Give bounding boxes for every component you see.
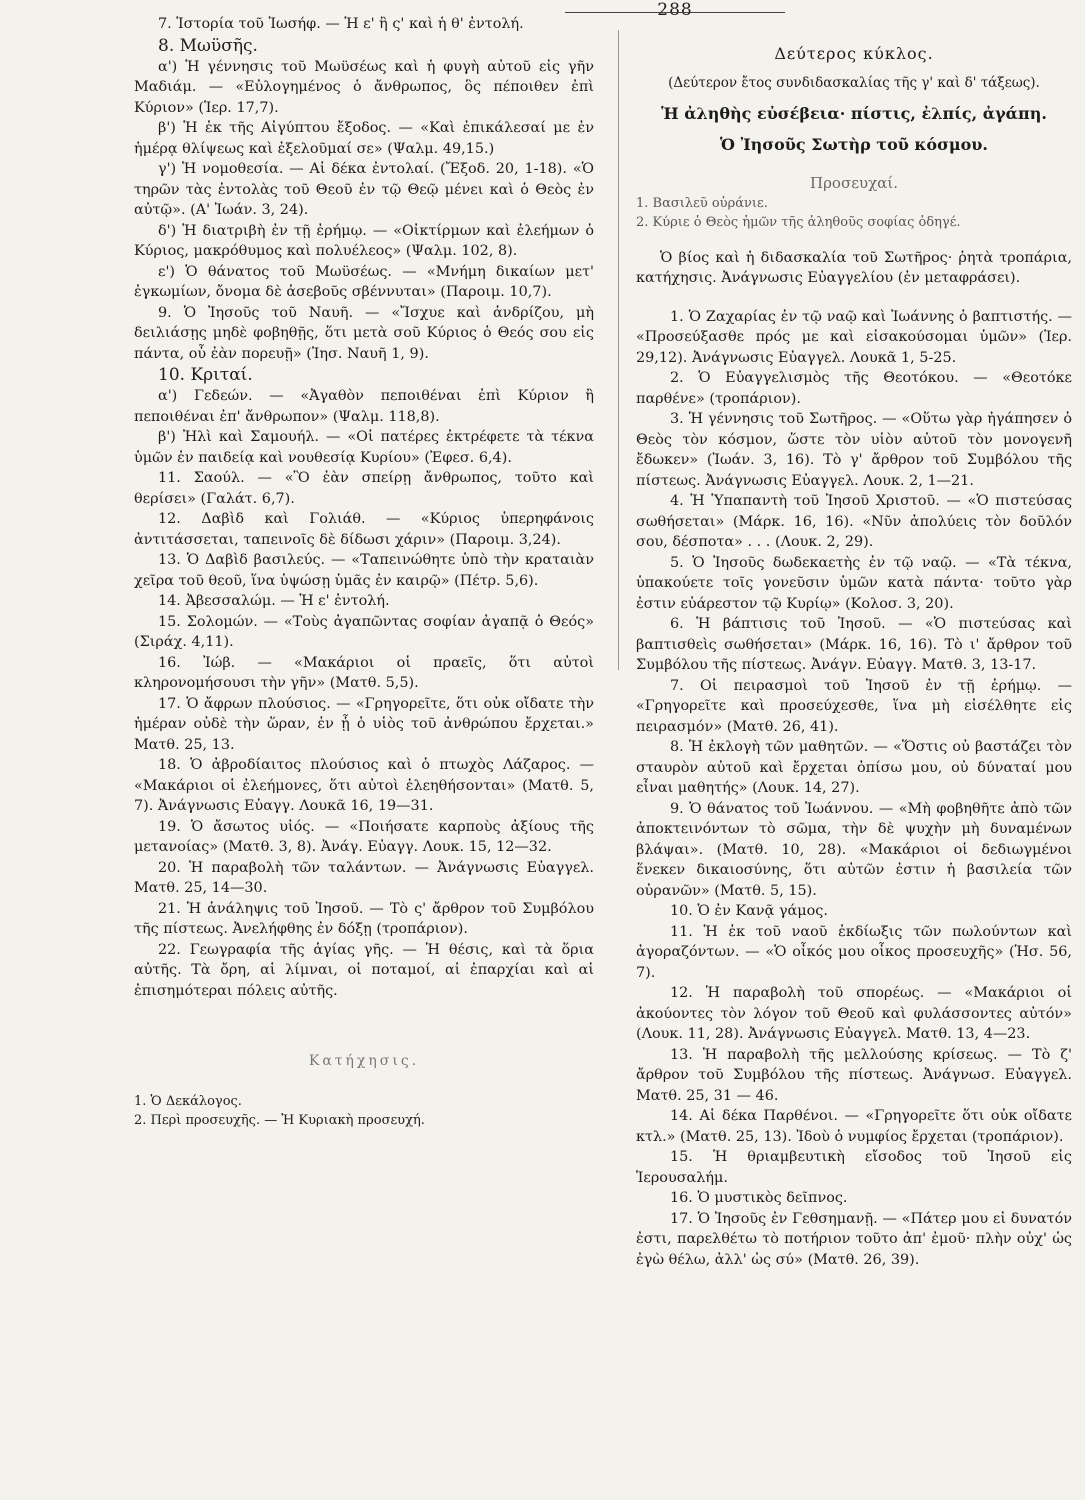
lesson-11: 11. Σαούλ. — «Ὃ ἐὰν σπείρῃ ἄνθρωπος, τοῦτο καὶ θερίσει» (Γαλάτ. 6,7).	[134, 470, 594, 507]
cycle-subtitle: (Δεύτερον ἔτος συνδιδασκαλίας τῆς γ' καὶ δ' τάξεως).	[668, 74, 1040, 91]
lesson-r7: 7. Οἱ πειρασμοὶ τοῦ Ἰησοῦ ἐν τῇ ἐρήμῳ. — «Γρηγορεῖτε καὶ προσεύχεσθε, ἵνα μὴ εἰσέλθητε εἰς πειρασμόν» (Ματθ. 26, 41).	[636, 677, 1072, 735]
prayers-heading: Προσευχαί.	[810, 174, 898, 192]
lesson-8c: γ') Ἡ νομοθεσία. — Αἱ δέκα ἐντολαί. (Ἔξοδ. 20, 1-18). «Ὁ τηρῶν τὰς ἐντολὰς τοῦ Θεοῦ ἐν τῷ Θεῷ μένει καὶ ὁ Θεὸς ἐν αὐτῷ». (Α' Ἰωάν. 3, 24).	[134, 161, 594, 218]
lesson-r14: 14. Αἱ δέκα Παρθένοι. — «Γρηγορεῖτε ὅτι οὐκ οἴδατε κτλ.» (Ματθ. 25, 13). Ἰδοὺ ὁ νυμφίος ἔρχεται (τροπάριον).	[636, 1108, 1072, 1145]
lesson-8-heading: 8. Μωϋσῆς.	[158, 35, 258, 56]
catechism-item: 1. Ὁ Δεκάλογος.	[134, 1093, 242, 1109]
lesson-r6: 6. Ἡ βάπτισις τοῦ Ἰησοῦ. — «Ὁ πιστεύσας καὶ βαπτισθεὶς σωθήσεται» (Μάρκ. 16, 16). Τὸ ι' ἄρθρον τοῦ Συμβόλου τῆς πίστεως. Ἀνάγν. Εὐαγγ. Ματθ. 3, 13-17.	[636, 616, 1072, 673]
lesson-22: 22. Γεωγραφία τῆς ἁγίας γῆς. — Ἡ θέσις, καὶ τὰ ὅρια αὐτῆς. Τὰ ὄρη, αἱ λίμναι, οἱ ποταμοί, αἱ ἐπαρχίαι καὶ αἱ ἐπισημότεραι πόλεις αὐτῆς.	[134, 941, 594, 999]
lesson-r9: 9. Ὁ θάνατος τοῦ Ἰωάννου. — «Μὴ φοβηθῆτε ἀπὸ τῶν ἀποκτεινόντων τὸ σῶμα, τὴν δὲ ψυχὴν μὴ δυναμένων βλάψαι». (Ματθ. 10, 28). «Μακάριοι οἱ δεδιωγμένοι ἕνεκεν δικαιοσύνης, ὅτι αὐτῶν ἐστιν ἡ βασιλεία τῶν οὐρανῶν» (Ματθ. 5, 15).	[636, 800, 1072, 899]
lesson-r1: 1. Ὁ Ζαχαρίας ἐν τῷ ναῷ καὶ Ἰωάννης ὁ βαπτιστής. — «Προσεύξασθε πρός με καὶ εἰσακούσομαι ὑμῶν» (Ἱερ. 29,12). Ἀνάγνωσις Εὐαγγελ. Λουκᾶ 1, 5-25.	[636, 308, 1072, 366]
lesson-17: 17. Ὁ ἄφρων πλούσιος. — «Γρηγορεῖτε, ὅτι οὐκ οἴδατε τὴν ἡμέραν οὐδὲ τὴν ὥραν, ἐν ᾗ ὁ υἱὸς τοῦ ἀνθρώπου ἔρχεται.» Ματθ. 25, 13.	[134, 695, 594, 753]
catechism-list	[134, 1092, 594, 1130]
life-teaching-heading: Ὁ βίος καὶ ἡ διδασκαλία τοῦ Σωτῆρος· ῥητὰ τροπάρια, κατήχησις. Ἀνάγνωσις Εὐαγγελίου (ἐν μεταφράσει).	[636, 249, 1072, 286]
lesson-r8: 8. Ἡ ἐκλογὴ τῶν μαθητῶν. — «Ὅστις οὐ βαστάζει τὸν σταυρὸν αὐτοῦ καὶ ἔρχεται ὀπίσω μου, οὐ δύναταί μου εἶναι μαθητής» (Λουκ. 14, 27).	[636, 739, 1072, 796]
lesson-r2: 2. Ὁ Εὐαγγελισμὸς τῆς Θεοτόκου. — «Θεοτόκε παρθένε» (τροπάριον).	[636, 370, 1072, 407]
lesson-r4: 4. Ἡ Ὑπαπαντὴ τοῦ Ἰησοῦ Χριστοῦ. — «Ὁ πιστεύσας σωθήσεται» (Μάρκ. 16, 16). «Νῦν ἀπολύεις τὸν δοῦλόν σου, δέσποτα» . . . (Λουκ. 2, 29).	[636, 493, 1072, 550]
lesson-19: 19. Ὁ ἄσωτος υἱός. — «Ποιήσατε καρποὺς ἀξίους τῆς μετανοίας» (Ματθ. 3, 8). Ἀνάγ. Εὐαγγ. Λουκ. 15, 12—32.	[134, 818, 594, 855]
lesson-r12: 12. Ἡ παραβολὴ τοῦ σπορέως. — «Μακάριοι οἱ ἀκούοντες τὸν λόγον τοῦ Θεοῦ καὶ φυλάσσοντες αὐτόν» (Λουκ. 11, 28). Ἀνάγνωσις Εὐαγγελ. Ματθ. 13, 4—23.	[636, 985, 1072, 1042]
lesson-r10: 10. Ὁ ἐν Κανᾷ γάμος.	[670, 903, 828, 919]
page-header-rule	[565, 12, 785, 13]
lesson-7: 7. Ἱστορία τοῦ Ἰωσήφ. — Ἡ ε' ἢ ς' καὶ ἡ θ' ἐντολή.	[158, 16, 524, 32]
lesson-18: 18. Ὁ ἀβροδίαιτος πλούσιος καὶ ὁ πτωχὸς Λάζαρος. — «Μακάριοι οἱ ἐλεήμονες, ὅτι αὐτοὶ ἐλεηθήσονται» (Ματθ. 5, 7). Ἀνάγνωσις Εὐαγγ. Λουκᾶ 16, 19—31.	[134, 757, 594, 814]
lesson-16: 16. Ἰώβ. — «Μακάριοι οἱ πραεῖς, ὅτι αὐτοὶ κληρονομήσουσι τὴν γῆν» (Ματθ. 5,5).	[134, 654, 594, 691]
lesson-8e: ε') Ὁ θάνατος τοῦ Μωϋσέως. — «Μνήμη δικαίων μετ' ἐγκωμίων, ὄνομα δὲ ἀσεβοῦς σβέννυται» (Παροιμ. 10,7).	[134, 263, 594, 300]
lesson-r17: 17. Ὁ Ἰησοῦς ἐν Γεθσημανῇ. — «Πάτερ μου εἰ δυνατόν ἐστι, παρελθέτω τὸ ποτήριον τοῦτο ἀπ' ἐμοῦ· πλὴν οὐχ' ὡς ἐγὼ θέλω, ἀλλ' ὡς σύ» (Ματθ. 26, 39).	[636, 1210, 1072, 1268]
lesson-10a: α') Γεδεών. — «Ἀγαθὸν πεποιθέναι ἐπὶ Κύριον ἢ πεποιθέναι ἐπ' ἄνθρωπον» (Ψαλμ. 118,8).	[134, 388, 594, 425]
lesson-9: 9. Ὁ Ἰησοῦς τοῦ Ναυῆ. — «Ἴσχυε καὶ ἀνδρίζου, μὴ δειλιάσῃς μηδὲ φοβηθῇς, ὅτι μετὰ σοῦ Κύριος ὁ Θεός σου εἰς πάντα, οὗ ἐὰν πορευῇ» (Ἰησ. Ναυῆ 1, 9).	[134, 304, 594, 362]
lesson-10b: β') Ἠλὶ καὶ Σαμουήλ. — «Οἱ πατέρες ἐκτρέφετε τὰ τέκνα ὑμῶν ἐν παιδείᾳ καὶ νουθεσίᾳ Κυρίου» (Ἐφεσ. 6,4).	[134, 429, 594, 466]
lesson-15: 15. Σολομών. — «Τοὺς ἀγαπῶντας σοφίαν ἀγαπᾷ ὁ Θεός» (Σιράχ. 4,11).	[134, 613, 594, 650]
lesson-r3: 3. Ἡ γέννησις τοῦ Σωτῆρος. — «Οὕτω γὰρ ἠγάπησεν ὁ Θεὸς τὸν κόσμον, ὥστε τὸν υἱὸν αὐτοῦ τὸν μονογενῆ ἔδωκεν» (Ἰωάν. 3, 16). Τὸ γ' ἄρθρον τοῦ Συμβόλου τῆς πίστεως. Ἀνάγνωσις Εὐαγγελ. Λουκ. 2, 1—21.	[636, 411, 1072, 489]
lesson-10-heading: 10. Κριταί.	[158, 365, 253, 385]
lesson-r11: 11. Ἡ ἐκ τοῦ ναοῦ ἐκδίωξις τῶν πωλούντων καὶ ἀγοραζόντων. — «Ὁ οἶκός μου οἶκος προσευχῆς» (Ἡσ. 56, 7).	[636, 923, 1072, 981]
theme-heading: Ἡ ἀληθὴς εὐσέβεια· πίστις, ἐλπίς, ἀγάπη.	[661, 104, 1047, 123]
cycle-heading: Δεύτερος κύκλος.	[774, 44, 934, 63]
lesson-r16: 16. Ὁ μυστικὸς δεῖπνος.	[670, 1190, 848, 1206]
lesson-r5: 5. Ὁ Ἰησοῦς δωδεκαετὴς ἐν τῷ ναῷ. — «Τὰ τέκνα, ὑπακούετε τοῖς γονεῦσιν ὑμῶν κατὰ πάντα· τοῦτο γὰρ ἐστιν εὐάρεστον τῷ Κυρίῳ» (Κολοσ. 3, 20).	[636, 554, 1072, 612]
lesson-21: 21. Ἡ ἀνάληψις τοῦ Ἰησοῦ. — Τὸ ς' ἄρθρον τοῦ Συμβόλου τῆς πίστεως. Ἀνελήφθης ἐν δόξῃ (τροπάριον).	[134, 900, 594, 937]
right-column	[636, 14, 1072, 1270]
catechism-item: 2. Περὶ προσευχῆς. — Ἡ Κυριακὴ προσευχή.	[134, 1112, 425, 1128]
lesson-8b: β') Ἡ ἐκ τῆς Αἰγύπτου ἔξοδος. — «Καὶ ἐπικάλεσαί με ἐν ἡμέρᾳ θλίψεως καὶ ἐξελοῦμαί σε» (Ψαλμ. 49,15.)	[134, 120, 594, 157]
prayer-item: 2. Κύριε ὁ Θεὸς ἡμῶν τῆς ἀληθοῦς σοφίας ὁδηγέ.	[636, 214, 961, 230]
lesson-8a: α') Ἡ γέννησις τοῦ Μωϋσέως καὶ ἡ φυγὴ αὐτοῦ εἰς γῆν Μαδιάμ. — «Εὐλογημένος ὁ ἄνθρωπος, ὃς πέποιθεν ἐπὶ Κύριον» (Ἱερ. 17,7).	[134, 58, 594, 116]
theme-subheading: Ὁ Ἰησοῦς Σωτὴρ τοῦ κόσμου.	[720, 135, 988, 154]
prayer-item: 1. Βασιλεῦ οὐράνιε.	[636, 195, 768, 211]
lesson-8d: δ') Ἡ διατριβὴ ἐν τῇ ἐρήμῳ. — «Οἰκτίρμων καὶ ἐλεήμων ὁ Κύριος, μακρόθυμος καὶ πολυέλεος» (Ψαλμ. 102, 8).	[134, 222, 594, 259]
lesson-r13: 13. Ἡ παραβολὴ τῆς μελλούσης κρίσεως. — Τὸ ζ' ἄρθρον τοῦ Συμβόλου τῆς πίστεως. Ἀνάγνωσ. Εὐαγγελ. Ματθ. 25, 31 — 46.	[636, 1046, 1072, 1104]
page-number: 288	[657, 0, 693, 20]
column-divider	[618, 30, 619, 670]
lesson-r15: 15. Ἡ θριαμβευτικὴ εἴσοδος τοῦ Ἰησοῦ εἰς Ἱερουσαλήμ.	[636, 1149, 1072, 1186]
catechism-heading: Κατήχησις.	[308, 1053, 420, 1069]
lesson-13: 13. Ὁ Δαβὶδ βασιλεύς. — «Ταπεινώθητε ὑπὸ τὴν κραταιὰν χεῖρα τοῦ θεοῦ, ἵνα ὑψώσῃ ὑμᾶς ἐν καιρῷ» (Πέτρ. 5,6).	[134, 552, 594, 589]
lesson-12: 12. Δαβὶδ καὶ Γολιάθ. — «Κύριος ὑπερηφάνοις ἀντιτάσσεται, ταπεινοῖς δὲ δίδωσι χάριν» (Παροιμ. 3,24).	[134, 511, 594, 548]
left-column	[134, 14, 594, 1130]
lesson-20: 20. Ἡ παραβολὴ τῶν ταλάντων. — Ἀνάγνωσις Εὐαγγελ. Ματθ. 25, 14—30.	[134, 859, 594, 896]
lesson-14: 14. Ἀβεσσαλώμ. — Ἡ ε' ἐντολή.	[158, 593, 390, 609]
